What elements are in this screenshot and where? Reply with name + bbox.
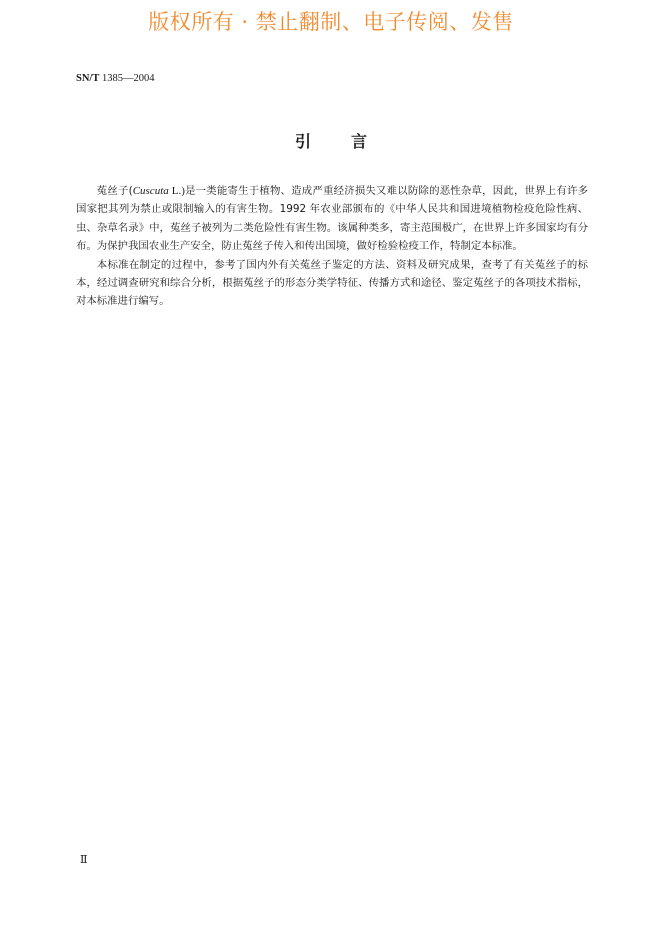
copyright-watermark: 版权所有 · 禁止翻制、电子传阅、发售 — [148, 10, 514, 34]
page-title: 引言 — [294, 132, 407, 151]
author-abbrev: L.) — [168, 185, 185, 197]
introduction-body — [76, 182, 588, 311]
standard-prefix: SN/T — [76, 73, 100, 84]
paragraph-2: 本标准在制定的过程中，参考了国内外有关菟丝子鉴定的方法、资料及研究成果，查考了有关菟丝子的标本，经过调查研究和综合分析，根据菟丝子的形态分类学特征、传播方式和途径、鉴定菟丝子的各项技术指标，对本标准进行编写。 — [76, 258, 588, 308]
paragraph-1-lead: 菟丝子( — [96, 185, 133, 197]
standard-code — [76, 73, 154, 84]
page-number: Ⅱ — [80, 854, 88, 866]
scientific-name — [133, 185, 185, 197]
paragraph-1-rest: 是一类能寄生于植物、造成严重经济损失又难以防除的恶性杂草，因此，世界上有许多国家把其列为禁止或限制输入的有害生物。1992 年农业部颁布的《中华人民共和国进境植物检疫危险性病、虫、杂草名录》中，菟丝子被列为二类危险性有害生物。该属种类多，寄主范围极广，在世界上许多国家均有分布。为保护我国农业生产安全，防止菟丝子传入和传出国境，做好检验检疫工作，特制定本标准。 — [76, 185, 588, 253]
genus-name: Cuscuta — [132, 185, 169, 197]
standard-number: 1385—2004 — [101, 73, 155, 84]
paragraph-1 — [76, 182, 588, 256]
